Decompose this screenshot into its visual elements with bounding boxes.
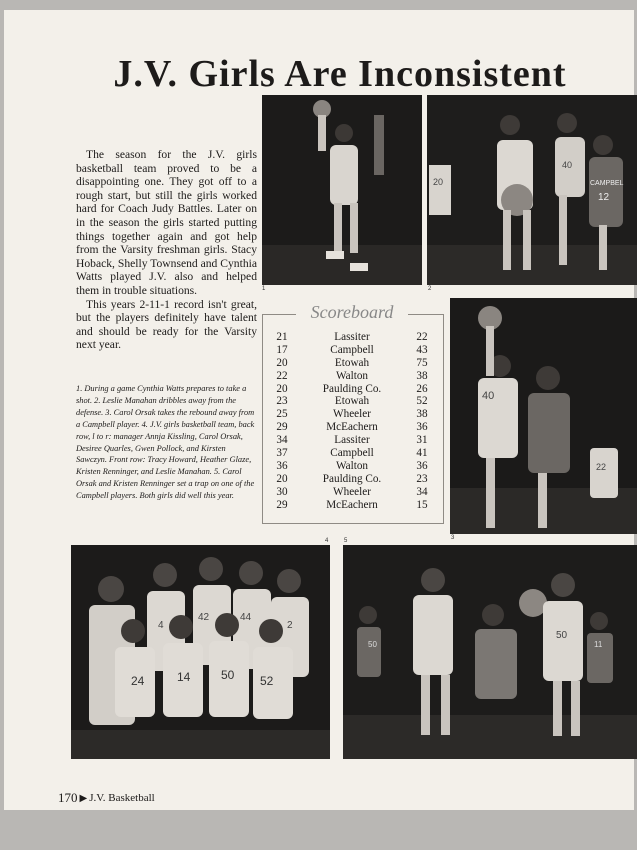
jersey-p4-back-1: 4	[158, 620, 164, 631]
scoreboard-row	[262, 421, 442, 434]
photo-number-2: 2	[428, 286, 432, 292]
scoreboard	[262, 300, 444, 524]
photo-number-3: 3	[451, 535, 455, 541]
scoreboard-row	[262, 357, 442, 370]
photo-3-rebound	[450, 298, 637, 534]
scoreboard-row	[262, 331, 442, 344]
score-opponent: 22	[416, 331, 428, 343]
scoreboard-row	[262, 370, 442, 383]
scoreboard-row	[262, 344, 442, 357]
jersey-p4-front-1: 24	[131, 674, 145, 688]
section-name: J.V. Basketball	[89, 792, 155, 804]
score-opponent: 36	[416, 459, 428, 472]
jersey-p4-back-4: 2	[287, 620, 293, 631]
score-us: 20	[276, 382, 288, 395]
jersey-p4-back-3: 44	[240, 612, 252, 623]
score-opponent: 75	[416, 356, 428, 369]
scoreboard-rows	[262, 331, 442, 511]
scoreboard-row	[262, 408, 442, 421]
jersey-p4-front-2: 14	[177, 670, 191, 684]
score-opponent: 41	[416, 447, 428, 460]
scoreboard-row	[262, 486, 442, 499]
score-us: 36	[276, 459, 288, 472]
score-opponent: 38	[416, 408, 428, 421]
scoreboard-row	[262, 434, 442, 447]
score-us: 30	[276, 485, 288, 498]
scoreboard-row	[262, 460, 442, 473]
score-opponent: 36	[416, 421, 428, 434]
jersey-p3-22: 22	[596, 462, 607, 472]
jersey-p4-back-2: 42	[198, 612, 210, 623]
jersey-p2-12: 12	[598, 192, 610, 203]
score-us: 21	[276, 331, 288, 343]
page-number: 170	[58, 790, 78, 805]
opponent-name: Campbell	[330, 343, 374, 356]
score-opponent: 26	[416, 382, 428, 395]
opponent-name: Etowah	[334, 395, 370, 408]
score-us: 22	[276, 369, 288, 382]
opponent-name: McEachern	[326, 498, 378, 511]
score-us: 23	[276, 395, 288, 408]
score-opponent: 31	[416, 434, 428, 447]
jersey-p5-50-left: 50	[368, 640, 377, 649]
scoreboard-row	[262, 473, 442, 486]
score-us: 17	[276, 343, 288, 356]
article-paragraph-1: The season for the J.V. girls basketball team proved to be a disappointing one. They got off to a rough start, but still the girls worked hard for Coach Judy Battles. Later on in the season the girls started putting things together again and got help from the Varsity freshman girls. Stacy Hoback, Shelly Townsend and Cynthia Watts played J.V. also and helped them in trouble situations.	[76, 148, 257, 297]
opponent-name: Paulding Co.	[322, 472, 382, 485]
score-us: 34	[276, 434, 288, 447]
bottom-margin	[0, 810, 637, 850]
scoreboard-row	[262, 383, 442, 396]
scoreboard-row	[262, 395, 442, 408]
score-us: 37	[276, 447, 288, 460]
score-opponent: 15	[416, 498, 428, 511]
score-us: 20	[276, 356, 288, 369]
photo-2-dribbling	[427, 95, 637, 285]
scoreboard-row	[262, 499, 442, 512]
jersey-p5-50-right: 50	[556, 630, 568, 641]
jersey-p5-11: 11	[594, 640, 603, 649]
jersey-p4-front-3: 50	[221, 668, 235, 682]
photo-number-5: 5	[344, 538, 348, 544]
opponent-name: Wheeler	[333, 408, 371, 421]
score-opponent: 34	[416, 485, 428, 498]
jersey-p3-40: 40	[482, 390, 495, 402]
photo-4-team	[71, 545, 330, 759]
jersey-p2-campbell: CAMPBEL	[590, 180, 624, 187]
score-opponent: 23	[416, 472, 428, 485]
opponent-name: Campbell	[330, 447, 374, 460]
opponent-name: Wheeler	[333, 485, 371, 498]
opponent-name: Walton	[335, 369, 369, 382]
opponent-name: Paulding Co.	[322, 382, 382, 395]
opponent-name: Etowah	[334, 356, 370, 369]
score-opponent: 52	[416, 395, 428, 408]
opponent-name: Lassiter	[334, 331, 370, 343]
score-us: 29	[276, 498, 288, 511]
opponent-name: Lassiter	[334, 434, 370, 447]
article-body	[76, 148, 257, 352]
jersey-p2-40: 40	[562, 160, 573, 170]
jersey-p2-20: 20	[433, 177, 444, 187]
jersey-p4-front-4: 52	[260, 674, 274, 688]
article-paragraph-2: This years 2-11-1 record isn't great, but the players definitely have talent and should be ready for the Varsity next year.	[76, 297, 257, 352]
photo-captions: 1. During a game Cynthia Watts prepares to take a shot. 2. Leslie Manahan dribbles away from the defense. 3. Carol Orsak takes the rebound away from a Campbell player. 4. J.V. girls basketball team, back row, l to r: manager Annja Kissling, Carol Orsak, Desiree Quarles, Gwen Pollock, and Kirsten Sawczyn. Front row: Tracy Howard, Heather Glaze, Kristen Renninger, and Leslie Manahan. 5. Carol Orsak and Kristen Renninger set a trap on one of the Campbell players. Both girls did well this year.	[76, 384, 255, 501]
page-title: J.V. Girls Are Inconsistent	[113, 53, 567, 95]
score-us: 25	[276, 408, 288, 421]
score-opponent: 43	[416, 343, 428, 356]
opponent-name: McEachern	[326, 421, 378, 434]
page-footer	[58, 790, 155, 806]
scoreboard-title: Scoreboard	[296, 302, 408, 323]
score-opponent: 38	[416, 369, 428, 382]
score-us: 20	[276, 472, 288, 485]
photo-1-player-shooting	[262, 95, 422, 285]
footer-arrow-icon: ▶	[79, 792, 88, 804]
photo-5-trap	[343, 545, 637, 759]
opponent-name: Walton	[335, 459, 369, 472]
score-us: 29	[276, 421, 288, 434]
photo-number-4: 4	[325, 538, 329, 544]
photo-number-1: 1	[262, 286, 266, 292]
scoreboard-row	[262, 447, 442, 460]
